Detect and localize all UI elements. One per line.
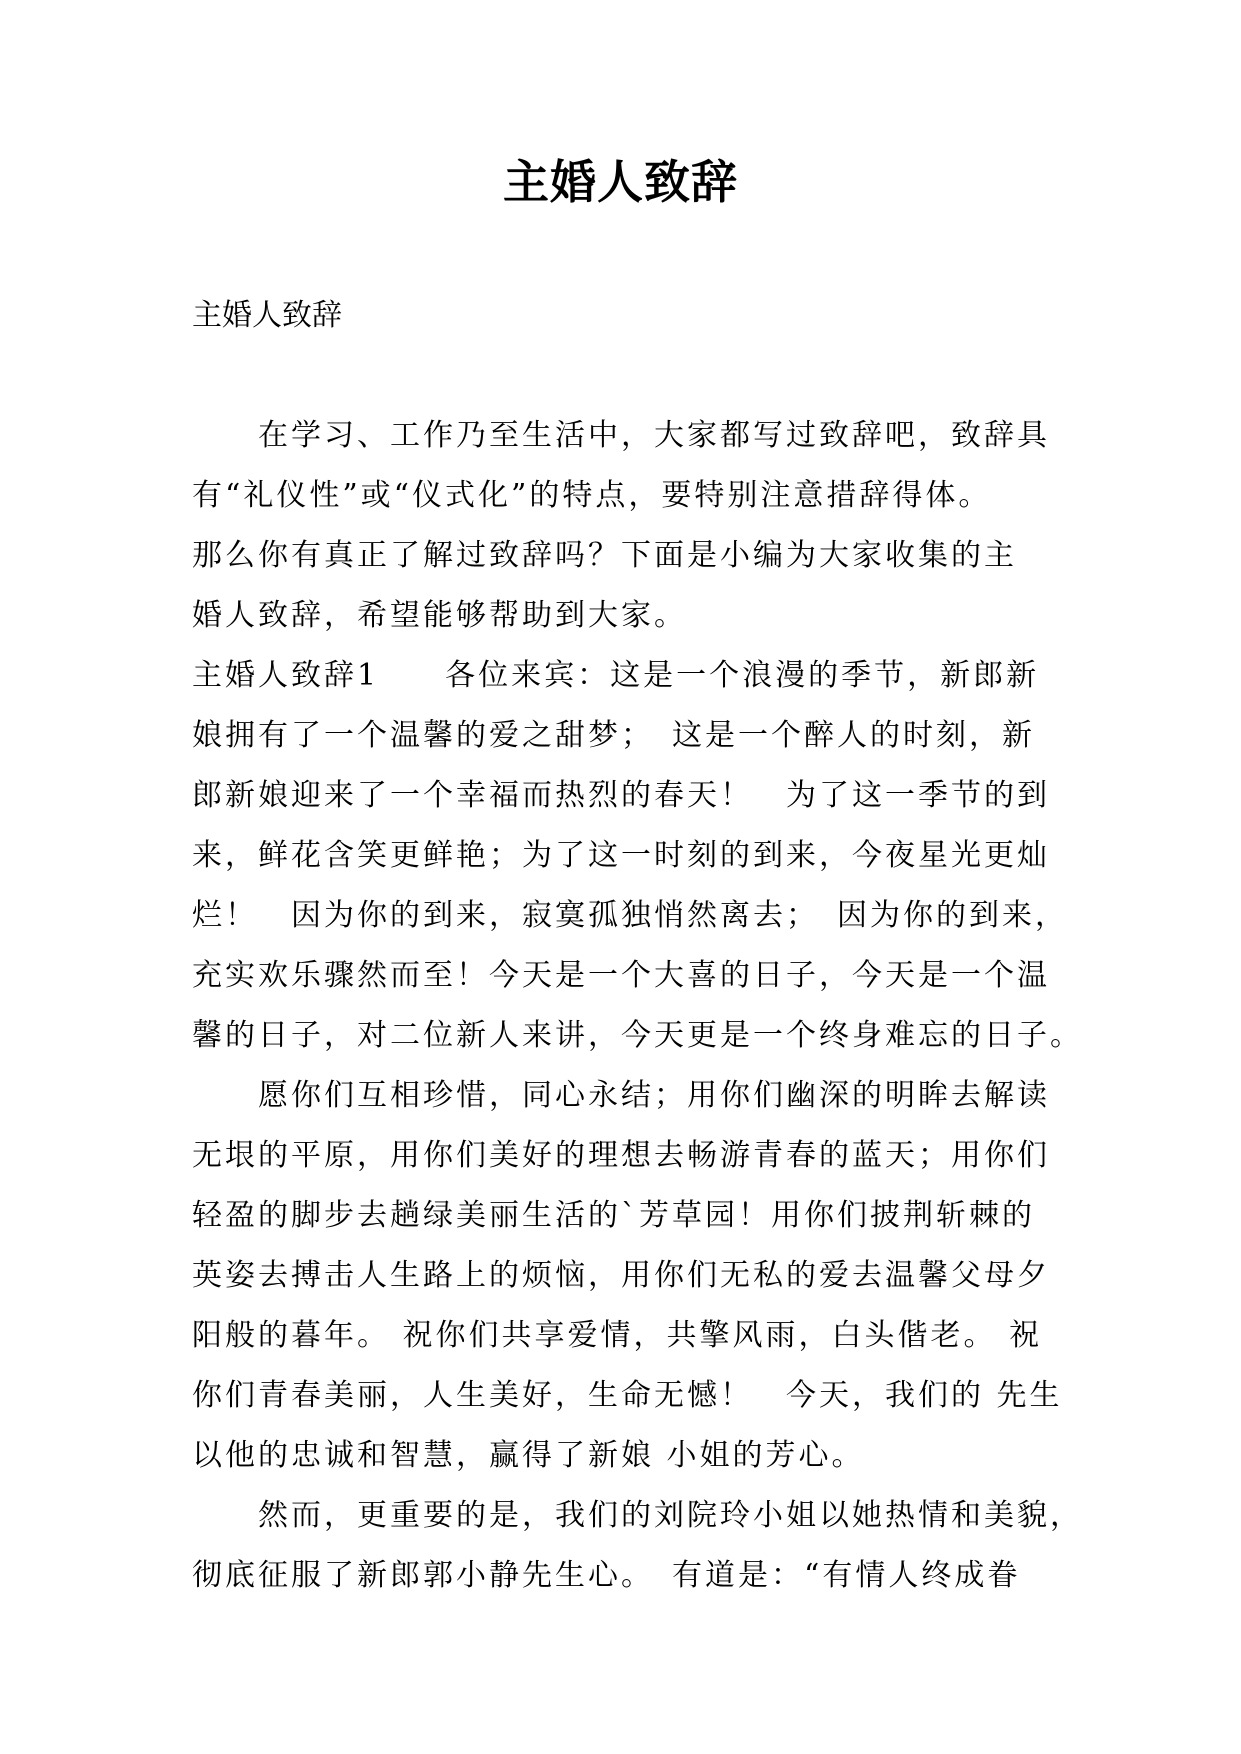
text-line: 以他的忠诚和智慧，赢得了新娘 小姐的芳心。 xyxy=(192,1438,865,1473)
text-line: 愿你们互相珍惜，同心永结；用你们幽深的明眸去解读 xyxy=(192,1078,1050,1113)
text-line: 轻盈的脚步去趟绿美丽生活的`芳草园！用你们披荆斩棘的 xyxy=(192,1198,1035,1233)
text-line: 婚人致辞，希望能够帮助到大家。 xyxy=(192,598,687,633)
text-line: 无垠的平原，用你们美好的理想去畅游青春的蓝天；用你们 xyxy=(192,1138,1050,1173)
text-line: 你们青春美丽，人生美好，生命无憾！ 今天，我们的 先生 xyxy=(192,1378,1063,1413)
text-line: 那么你有真正了解过致辞吗？下面是小编为大家收集的主 xyxy=(192,538,1017,573)
text-line: 充实欢乐骤然而至！今天是一个大喜的日子，今天是一个温 xyxy=(192,958,1050,993)
text-line: 主婚人致辞1 各位来宾：这是一个浪漫的季节，新郎新 xyxy=(192,658,1040,693)
text-line: 馨的日子，对二位新人来讲，今天更是一个终身难忘的日子。 xyxy=(192,1018,1083,1053)
document-body xyxy=(192,406,1092,1606)
text-line: 娘拥有了一个温馨的爱之甜梦； 这是一个醉人的时刻，新 xyxy=(192,718,1035,753)
text-line: 郎新娘迎来了一个幸福而热烈的春天！ 为了这一季节的到 xyxy=(192,778,1050,813)
document-title: 主婚人致辞 xyxy=(503,155,738,209)
text-line: 彻底征服了新郎郭小静先生心。 有道是：“有情人终成眷 xyxy=(192,1558,1021,1593)
text-line: 有“礼仪性”或“仪式化”的特点，要特别注意措辞得体。 xyxy=(192,478,992,513)
text-line: 烂！ 因为你的到来，寂寞孤独悄然离去； 因为你的到来， xyxy=(192,898,1068,933)
text-line: 来，鲜花含笑更鲜艳；为了这一时刻的到来，今夜星光更灿 xyxy=(192,838,1050,873)
text-line: 英姿去搏击人生路上的烦恼，用你们无私的爱去温馨父母夕 xyxy=(192,1258,1050,1293)
document-subtitle: 主婚人致辞 xyxy=(192,298,342,333)
text-line: 然而，更重要的是，我们的刘院玲小姐以她热情和美貌， xyxy=(192,1498,1083,1533)
text-line: 在学习、工作乃至生活中，大家都写过致辞吧，致辞具 xyxy=(192,418,1050,453)
text-line: 阳般的暮年。 祝你们共享爱情，共擎风雨，白头偕老。 祝 xyxy=(192,1318,1043,1353)
